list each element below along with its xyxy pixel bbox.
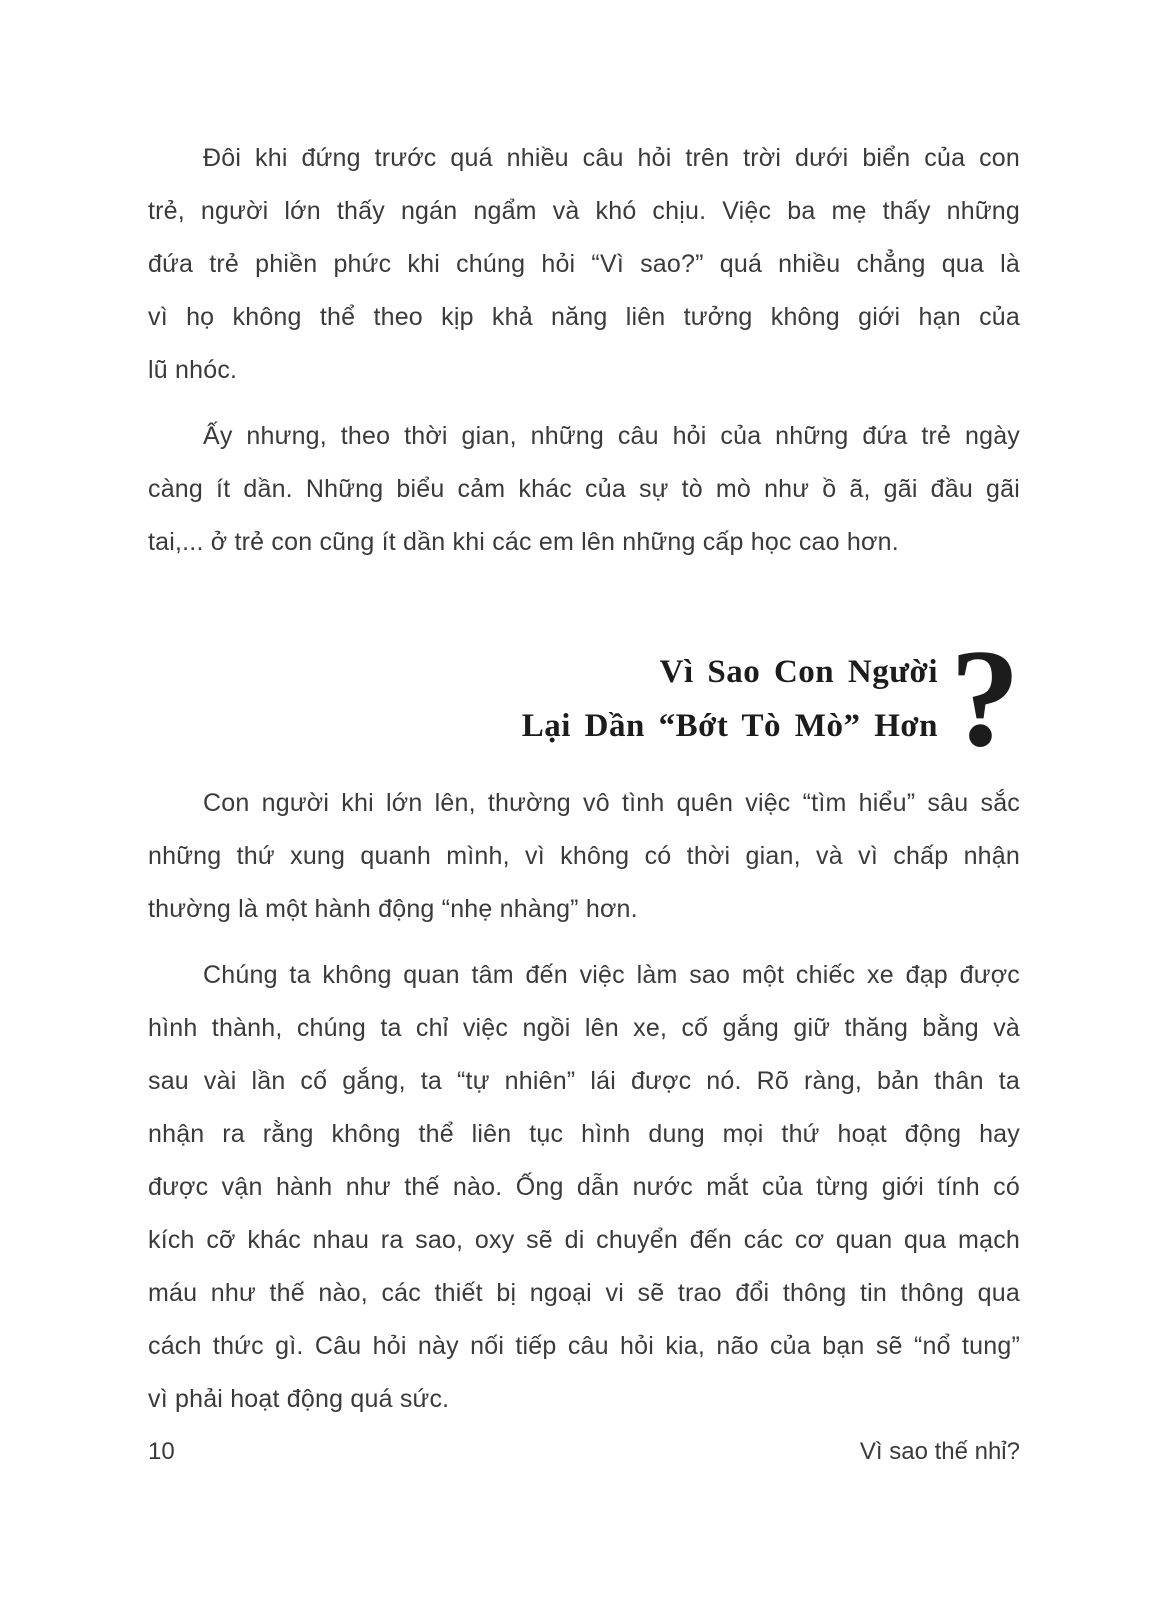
paragraph-4 <box>148 949 1020 1426</box>
question-mark-glyph: ? <box>950 621 1020 776</box>
text-line: thường là một hành động “nhẹ nhàng” hơn. <box>148 895 638 923</box>
text-line: Ấy nhưng, theo thời gian, những câu hỏi của những đứa trẻ ngày <box>203 422 1020 450</box>
text-line: càng ít dần. Những biểu cảm khác của sự tò mò như ồ ã, gãi đầu gãi <box>148 475 1020 503</box>
text-line: vì họ không thể theo kịp khả năng liên tưởng không giới hạn của <box>148 303 1020 331</box>
chapter-heading-text <box>522 645 938 753</box>
text-line: tai,... ở trẻ con cũng ít dần khi các em lên những cấp học cao hơn. <box>148 528 899 556</box>
text-line: Con người khi lớn lên, thường vô tình quên việc “tìm hiểu” sâu sắc <box>203 789 1020 817</box>
page-content <box>148 132 1020 1439</box>
text-line: vì phải hoạt động quá sức. <box>148 1385 450 1413</box>
chapter-heading <box>148 621 1020 776</box>
paragraph-2 <box>148 410 1020 569</box>
text-line: cách thức gì. Câu hỏi này nối tiếp câu hỏi kia, não của bạn sẽ “nổ tung” <box>148 1332 1020 1360</box>
text-line: sau vài lần cố gắng, ta “tự nhiên” lái được nó. Rõ ràng, bản thân ta <box>148 1067 1020 1095</box>
page-footer <box>148 1437 1020 1467</box>
text-line: kích cỡ khác nhau ra sao, oxy sẽ di chuyển đến các cơ quan qua mạch <box>148 1226 1020 1254</box>
text-line: Chúng ta không quan tâm đến việc làm sao một chiếc xe đạp được <box>203 961 1020 989</box>
chapter-heading-line-2: Lại Dần “Bớt Tò Mò” Hơn <box>521 708 938 744</box>
text-line: lũ nhóc. <box>148 356 238 384</box>
text-line: những thứ xung quanh mình, vì không có thời gian, và vì chấp nhận <box>148 842 1020 870</box>
text-line: đứa trẻ phiền phức khi chúng hỏi “Vì sao?” quá nhiều chẳng qua là <box>148 250 1020 278</box>
chapter-heading-line-1: Vì Sao Con Người <box>659 654 938 690</box>
text-line: nhận ra rằng không thể liên tục hình dung mọi thứ hoạt động hay <box>148 1120 1020 1148</box>
page-number: 10 <box>148 1438 175 1465</box>
paragraph-3 <box>148 777 1020 936</box>
running-title: Vì sao thế nhỉ? <box>859 1438 1020 1465</box>
text-line: Đôi khi đứng trước quá nhiều câu hỏi trên trời dưới biển của con <box>203 144 1020 172</box>
text-line: máu như thế nào, các thiết bị ngoại vi sẽ trao đổi thông tin thông qua <box>148 1279 1020 1307</box>
text-line: hình thành, chúng ta chỉ việc ngồi lên xe, cố gắng giữ thăng bằng và <box>148 1014 1020 1042</box>
paragraph-1 <box>148 132 1020 397</box>
text-line: được vận hành như thế nào. Ống dẫn nước mắt của từng giới tính có <box>148 1173 1020 1201</box>
text-line: trẻ, người lớn thấy ngán ngẩm và khó chịu. Việc ba mẹ thấy những <box>148 197 1020 225</box>
